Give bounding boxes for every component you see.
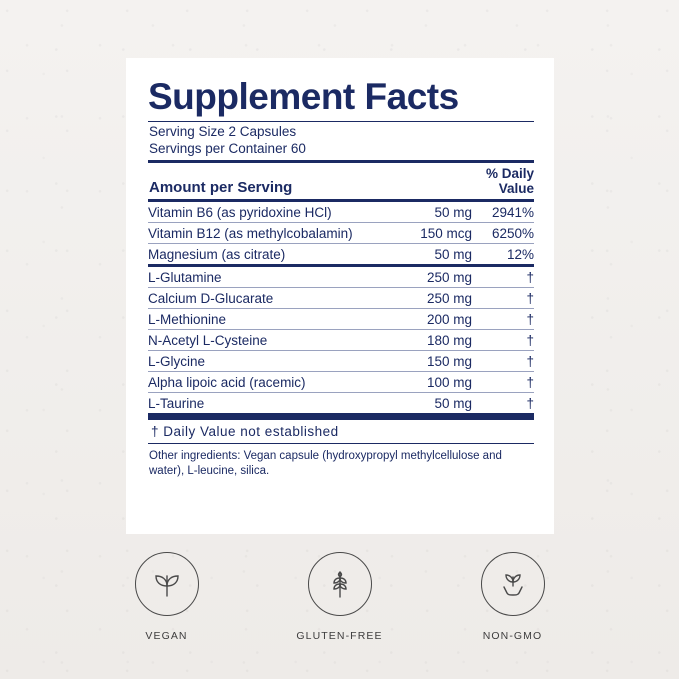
nutrient-amount: 100 mg — [386, 372, 472, 393]
table-row — [148, 372, 534, 393]
nutrient-daily-value: † — [472, 372, 534, 393]
badge-vegan — [108, 552, 226, 642]
nutrient-daily-value: 6250% — [472, 223, 534, 244]
amount-per-serving-label: Amount per Serving — [149, 179, 293, 197]
table-row — [148, 309, 534, 330]
servings-per-container: Servings per Container 60 — [149, 141, 306, 156]
nutrient-amount: 150 mg — [386, 351, 472, 372]
daily-value-header-line1: % Daily — [485, 166, 534, 181]
nutrient-amount: 250 mg — [386, 267, 472, 288]
nutrient-name: L-Methionine — [148, 309, 386, 330]
footnote-top-divider — [148, 413, 534, 420]
nutrients-group1-body — [148, 202, 534, 264]
nutrient-daily-value: 12% — [506, 246, 534, 262]
certification-badges — [0, 552, 679, 642]
leaf-icon — [149, 566, 185, 602]
nutrient-daily-value: † — [472, 267, 534, 288]
daily-value-header-line2: Value — [498, 181, 534, 197]
nutrient-amount: 50 mg — [434, 395, 472, 411]
daily-value-footnote: † Daily Value not established — [151, 424, 339, 440]
table-row — [148, 223, 534, 244]
nutrient-name: Alpha lipoic acid (racemic) — [148, 372, 386, 393]
nutrient-daily-value: † — [472, 288, 534, 309]
badge-circle — [308, 552, 372, 616]
badge-label: VEGAN — [145, 630, 188, 642]
badge-gluten-free — [281, 552, 399, 642]
page-title: Supplement Facts — [148, 76, 459, 117]
nutrient-name: L-Glycine — [148, 351, 386, 372]
nutrient-daily-value: † — [472, 309, 534, 330]
other-ingredients: Other ingredients: Vegan capsule (hydroxypropyl methylcellulose and water), L-leucine, silica. — [149, 450, 502, 477]
nutrient-amount: 50 mg — [386, 202, 472, 223]
badge-circle — [481, 552, 545, 616]
nutrient-name: Vitamin B12 (as methylcobalamin) — [148, 223, 386, 244]
supplement-facts-label — [148, 78, 534, 479]
nutrient-amount: 250 mg — [386, 288, 472, 309]
nutrient-name: N-Acetyl L-Cysteine — [148, 330, 386, 351]
nutrients-group2-body — [148, 267, 534, 413]
table-row — [148, 393, 534, 414]
serving-info — [149, 123, 534, 157]
nutrients-table-group1 — [148, 202, 534, 264]
nutrient-name: Calcium D-Glucarate — [148, 288, 386, 309]
amount-per-serving-header-row — [148, 163, 534, 199]
badge-circle — [135, 552, 199, 616]
nutrient-amount: 200 mg — [386, 309, 472, 330]
badge-label: NON-GMO — [482, 630, 543, 642]
nutrient-name: L-Taurine — [148, 395, 205, 411]
nutrient-name: L-Glutamine — [148, 267, 386, 288]
table-row — [148, 202, 534, 223]
nutrient-amount: 150 mcg — [386, 223, 472, 244]
table-row — [148, 267, 534, 288]
nutrients-table-group2 — [148, 267, 534, 413]
nutrient-amount: 50 mg — [434, 246, 472, 262]
footnote-bottom-divider — [148, 443, 534, 444]
title-divider — [148, 121, 534, 122]
table-row — [148, 330, 534, 351]
nutrient-daily-value: 2941% — [472, 202, 534, 223]
nutrient-daily-value: † — [472, 351, 534, 372]
plant-hand-icon — [495, 566, 531, 602]
supplement-facts-panel — [126, 58, 554, 534]
wheat-icon — [322, 566, 358, 602]
nutrient-daily-value: † — [472, 330, 534, 351]
badge-non-gmo — [454, 552, 572, 642]
nutrient-name: Magnesium (as citrate) — [148, 246, 286, 262]
table-row — [148, 351, 534, 372]
table-row — [148, 288, 534, 309]
badge-label: GLUTEN-FREE — [296, 630, 383, 642]
table-row — [148, 244, 534, 265]
nutrient-amount: 180 mg — [386, 330, 472, 351]
nutrient-daily-value: † — [526, 395, 534, 411]
nutrient-name: Vitamin B6 (as pyridoxine HCl) — [148, 202, 386, 223]
daily-value-header — [486, 166, 534, 196]
serving-size: Serving Size 2 Capsules — [149, 124, 297, 139]
